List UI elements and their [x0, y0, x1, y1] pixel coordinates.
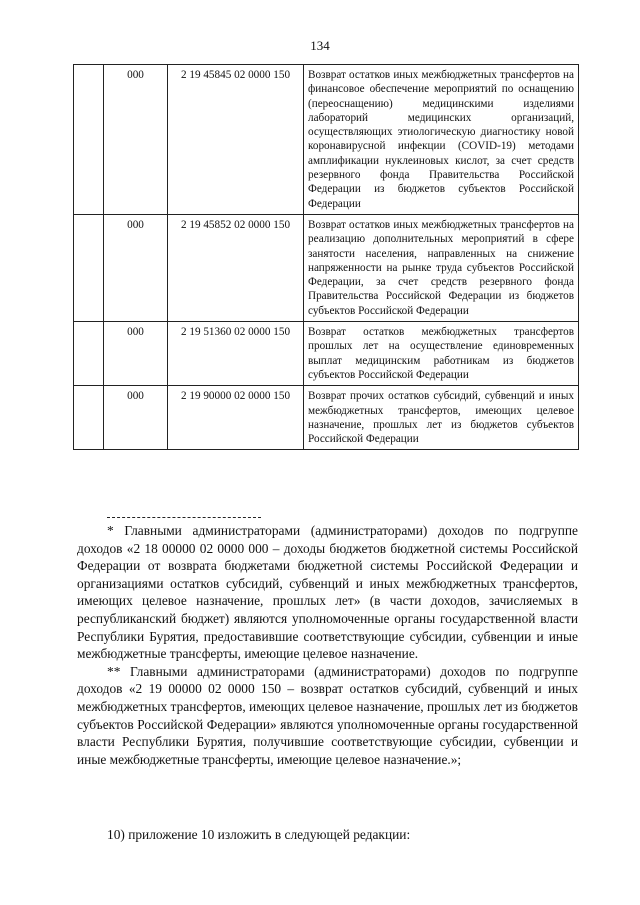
empty-cell	[74, 214, 104, 321]
table-row	[74, 214, 579, 321]
table-row	[74, 65, 579, 215]
empty-cell	[74, 322, 104, 386]
admin-code-cell: 000	[104, 65, 168, 215]
description-cell: Возврат остатков межбюджетных трансфертов прошлых лет на осуществление единовременных выплат медицинским работникам из бюджетов субъектов Российской Федерации	[304, 322, 579, 386]
table-row	[74, 322, 579, 386]
admin-code-cell: 000	[104, 386, 168, 450]
income-code-cell: 2 19 45845 02 0000 150	[168, 65, 304, 215]
footnotes	[77, 517, 578, 768]
footnote-separator	[107, 517, 261, 518]
empty-cell	[74, 65, 104, 215]
income-code-cell: 2 19 45852 02 0000 150	[168, 214, 304, 321]
admin-code-cell: 000	[104, 322, 168, 386]
description-cell: Возврат остатков иных межбюджетных трансфертов на финансовое обеспечение мероприятий по оснащению (переоснащению) медицинскими изделиями лабораторий медицинских организаций, осуществляющих этиологическую диагностику новой коронавирусной инфекции (COVID-19) методами амплификации нуклеиновых кислот, за счет средств резервного фонда Правительства Российской Федерации из бюджетов субъектов Российской Федерации	[304, 65, 579, 215]
description-cell: Возврат прочих остатков субсидий, субвенций и иных межбюджетных трансфертов, имеющих целевое назначение, прошлых лет из бюджетов субъектов Российской Федерации	[304, 386, 579, 450]
footnote-2: ** Главными администраторами (администраторами) доходов по подгруппе доходов «2 19 00000 02 0000 150 – возврат остатков субсидий, субвенций и иных межбюджетных трансфертов, имеющих целевое назначение, прошлых лет из бюджетов субъектов Российской Федерации» являются уполномоченные органы государственной власти Республики Бурятия, получившие соответствующие субсидии, субвенции и иные межбюджетные трансферты, имеющие целевое назначение.»;	[77, 663, 578, 767]
amendment-item-10: 10) приложение 10 изложить в следующей редакции:	[107, 827, 411, 842]
income-code-cell: 2 19 51360 02 0000 150	[168, 322, 304, 386]
page-number: 134	[310, 38, 330, 53]
empty-cell	[74, 386, 104, 450]
footnote-1: * Главными администраторами (администраторами) доходов по подгруппе доходов «2 18 00000 02 0000 000 – доходы бюджетов бюджетной системы Российской Федерации от возврата бюджетами бюджетной системы Российской Федерации и организациями остатков субсидий, субвенций и иных межбюджетных трансфертов, имеющих целевое назначение, прошлых лет» (в части доходов, зачисляемых в республиканский бюджет) являются уполномоченные органы государственной власти Республики Бурятия, предоставившие соответствующие субсидии, субвенции и иные межбюджетные трансферты, имеющие целевое назначение.	[77, 523, 578, 662]
admin-code-cell: 000	[104, 214, 168, 321]
description-cell: Возврат остатков иных межбюджетных трансфертов на реализацию дополнительных мероприятий в сфере занятости населения, направленных на снижение напряженности на рынке труда субъектов Российской Федерации, за счет средств резервного фонда Правительства Российской Федерации из бюджетов субъектов Российской Федерации	[304, 214, 579, 321]
table-row	[74, 386, 579, 450]
income-codes-table	[73, 64, 579, 450]
income-code-cell: 2 19 90000 02 0000 150	[168, 386, 304, 450]
